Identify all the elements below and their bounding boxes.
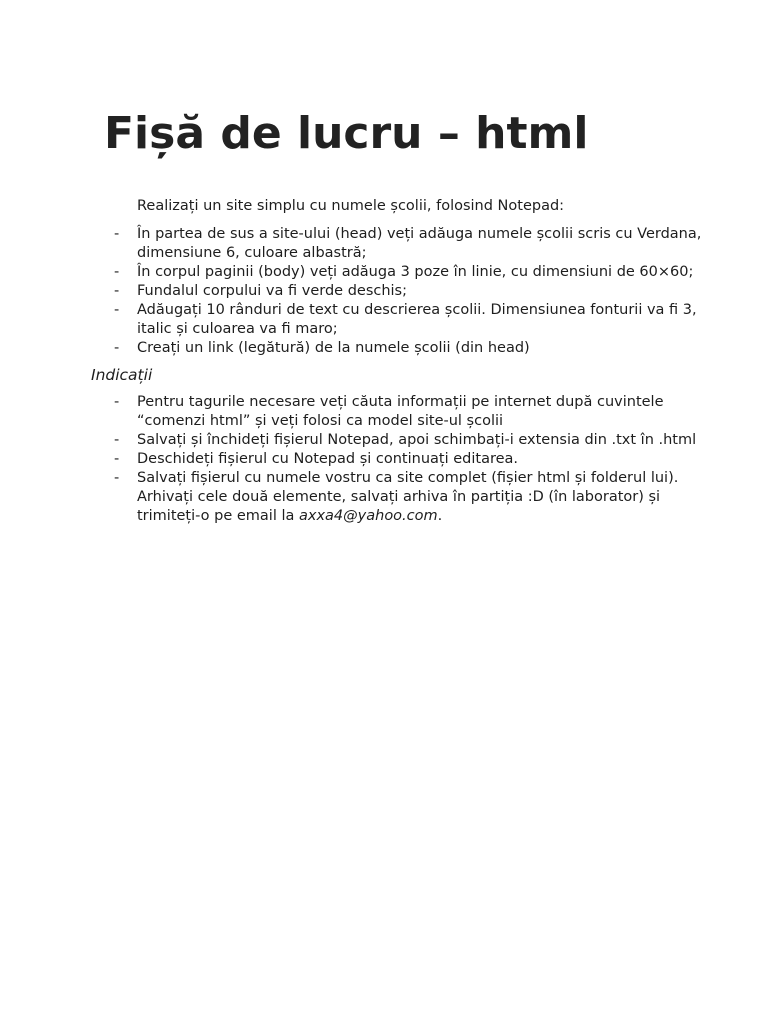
list-bullet: -: [114, 470, 120, 486]
list-item: [0, 393, 757, 431]
intro-text: Realizați un site simplu cu numele școlii, folosind Notepad:: [137, 198, 565, 214]
list-item-line: Salvați fișierul cu numele vostru ca site complet (fișier html și folderul lui).: [137, 470, 679, 486]
list-item: [0, 339, 757, 358]
list-bullet: -: [114, 283, 120, 299]
document-title: Fișă de lucru – html: [104, 108, 589, 159]
list-bullet: -: [114, 432, 120, 448]
list-item-line: Arhivați cele două elemente, salvați arhiva în partiția :D (în laborator) și: [137, 489, 661, 505]
list-bullet: -: [114, 394, 120, 410]
list-bullet: -: [114, 451, 120, 467]
task-list: [0, 225, 757, 358]
list-item-line: În partea de sus a site-ului (head) veți adăuga numele școlii scris cu Verdana,: [137, 226, 702, 242]
list-item: [0, 301, 757, 339]
list-item: [0, 282, 757, 301]
list-item: [0, 431, 757, 450]
list-item-line: Fundalul corpului va fi verde deschis;: [137, 283, 407, 299]
list-item-line: Pentru tagurile necesare veți căuta informații pe internet după cuvintele: [137, 394, 664, 410]
list-item: [0, 225, 757, 263]
list-bullet: -: [114, 264, 120, 280]
list-item-line: Adăugați 10 rânduri de text cu descrierea școlii. Dimensiunea fonturii va fi 3,: [137, 302, 697, 318]
hints-list: [0, 393, 757, 526]
list-bullet: -: [114, 226, 120, 242]
list-item-line: Salvați și închideți fișierul Notepad, apoi schimbați-i extensia din .txt în .html: [137, 432, 697, 448]
list-item-line-end: .: [437, 508, 443, 524]
list-item-line: “comenzi html” și veți folosi ca model site-ul școlii: [137, 413, 504, 429]
list-item-line: În corpul paginii (body) veți adăuga 3 poze în linie, cu dimensiuni de 60×60;: [137, 264, 694, 280]
list-item-line: trimiteți-o pe email la: [137, 508, 299, 524]
list-item-line: Creați un link (legătură) de la numele școlii (din head): [137, 340, 530, 356]
list-item: [0, 469, 757, 526]
list-item-line: italic și culoarea va fi maro;: [137, 321, 338, 337]
email-address: axxa4@yahoo.com: [299, 508, 438, 524]
list-item-line: Deschideți fișierul cu Notepad și continuați editarea.: [137, 451, 519, 467]
list-bullet: -: [114, 302, 120, 318]
list-item: [0, 450, 757, 469]
hints-heading: Indicații: [91, 366, 153, 384]
list-bullet: -: [114, 340, 120, 356]
list-item-line: dimensiune 6, culoare albastră;: [137, 245, 367, 261]
list-item: [0, 263, 757, 282]
